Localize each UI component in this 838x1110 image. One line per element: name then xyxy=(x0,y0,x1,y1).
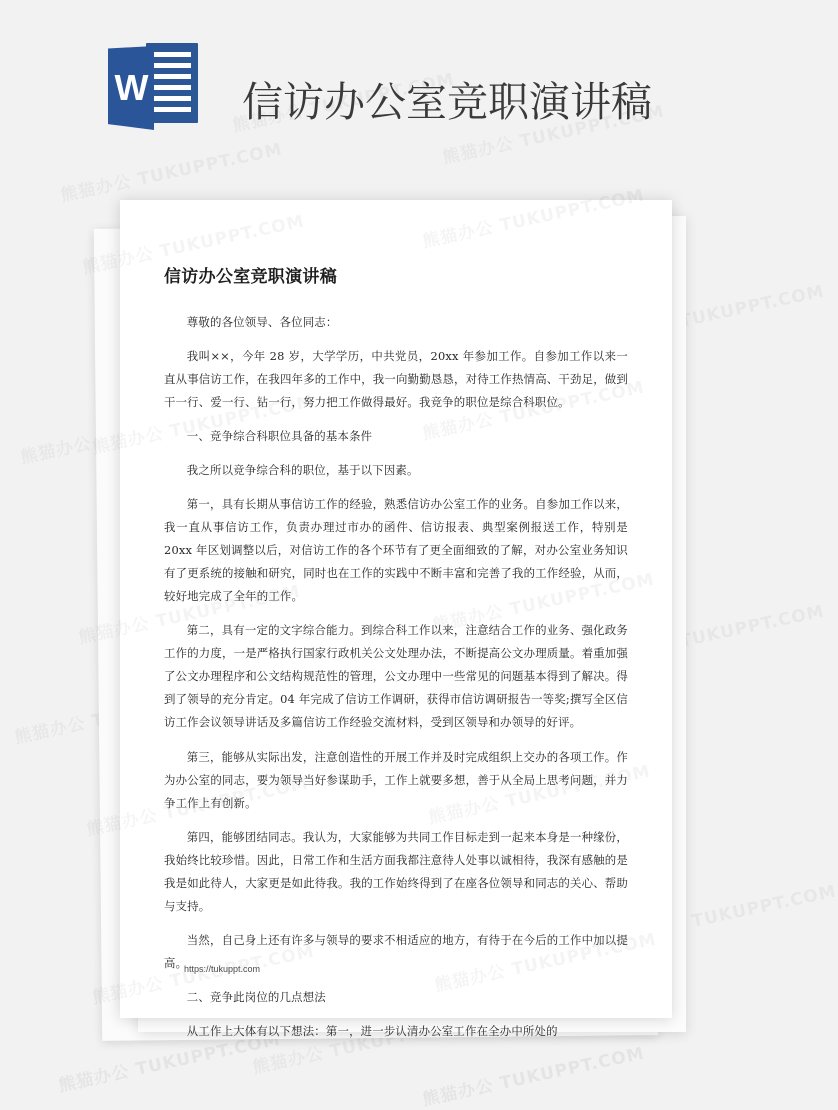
document-paragraph: 第三，能够从实际出发，注意创造性的开展工作并及时完成组织上交办的各项工作。作为办公室的同志，要为领导当好参谋助手，工作上就要多想，善于从全局上思考问题，并力争工作上有创新。 xyxy=(164,749,628,810)
document-page[interactable] xyxy=(120,200,672,1038)
document-heading: 信访办公室竞职演讲稿 xyxy=(164,267,337,287)
document-paragraph: 第一，具有长期从事信访工作的经验，熟悉信访办公室工作的业务。自参加工作以来，我一直从事信访工作，负责办理过市办的函件、信访报表、典型案例报送工作，特别是 20xx 年区划调整以后，对信访工作的各个环节有了更全面细致的了解，对办公室业务知识有了更系统的接触和研究，同时也在工作的实践中不断丰富和完善了我的工作经验，从而，较好地完成了全年的工作。 xyxy=(164,497,628,604)
document-paragraph: 我之所以竞争综合科的职位，基于以下因素。 xyxy=(186,463,419,478)
page-header xyxy=(0,0,780,196)
word-icon-letter: W xyxy=(114,67,148,108)
footer-url[interactable]: https://tukuppt.com xyxy=(184,964,261,974)
document-paragraph: 第四，能够团结同志。我认为，大家能够为共同工作目标走到一起来本身是一种缘份，我始终比较珍惜。因此，日常工作和生活方面我都注意待人处事以诚相待，我深有感触的是我是如此待人，大家更是如此待我。我的工作始终得到了在座各位领导和同志的关心、帮助与支持。 xyxy=(164,829,628,913)
document-body xyxy=(120,200,672,1038)
document-section-heading: 二、竞争此岗位的几点想法 xyxy=(186,989,326,1004)
page-title: 信访办公室竞职演讲稿 xyxy=(242,77,652,126)
document-paragraph: 当然，自己身上还有许多与领导的要求不相适应的地方，有待于在今后的工作中加以提高。 xyxy=(164,932,628,970)
document-section-heading: 一、竞争综合科职位具备的基本条件 xyxy=(186,429,373,444)
document-paragraph: 第二，具有一定的文字综合能力。到综合科工作以来，注意结合工作的业务、强化政务工作的力度，一是严格执行国家行政机关公文处理办法，不断提高公文办理质量。着重加强了公文办理程序和公文结构规范性的管理，公文办理中一些常见的问题基本得到了解决。得到了领导的充分肯定。04 年完成了信访工作调研，获得市信访调研报告一等奖;撰写全区信访工作会议领导讲话及多篇信访工作经验交流材料，受到区领导和办领导的好评。 xyxy=(164,623,628,730)
document-paragraph: 尊敬的各位领导、各位同志： xyxy=(186,315,338,329)
document-paragraph: 从工作上大体有以下想法：第一，进一步认清办公室工作在全办中所处的 xyxy=(186,1023,558,1038)
watermark-text: 熊猫办公 TUKUPPT.COM xyxy=(56,1029,283,1097)
word-document-icon xyxy=(108,41,200,137)
watermark-text: 熊猫办公 TUKUPPT.COM xyxy=(420,1043,647,1110)
document-paragraph: 我叫××，今年 28 岁，大学学历，中共党员，20xx 年参加工作。自参加工作以来一直从事信访工作，在我四年多的工作中，我一向勤勤恳恳，对待工作热情高、干劲足，做到干一行、爱一行、钻一行，努力把工作做得最好。我竞争的职位是综合科职位。 xyxy=(164,349,628,410)
